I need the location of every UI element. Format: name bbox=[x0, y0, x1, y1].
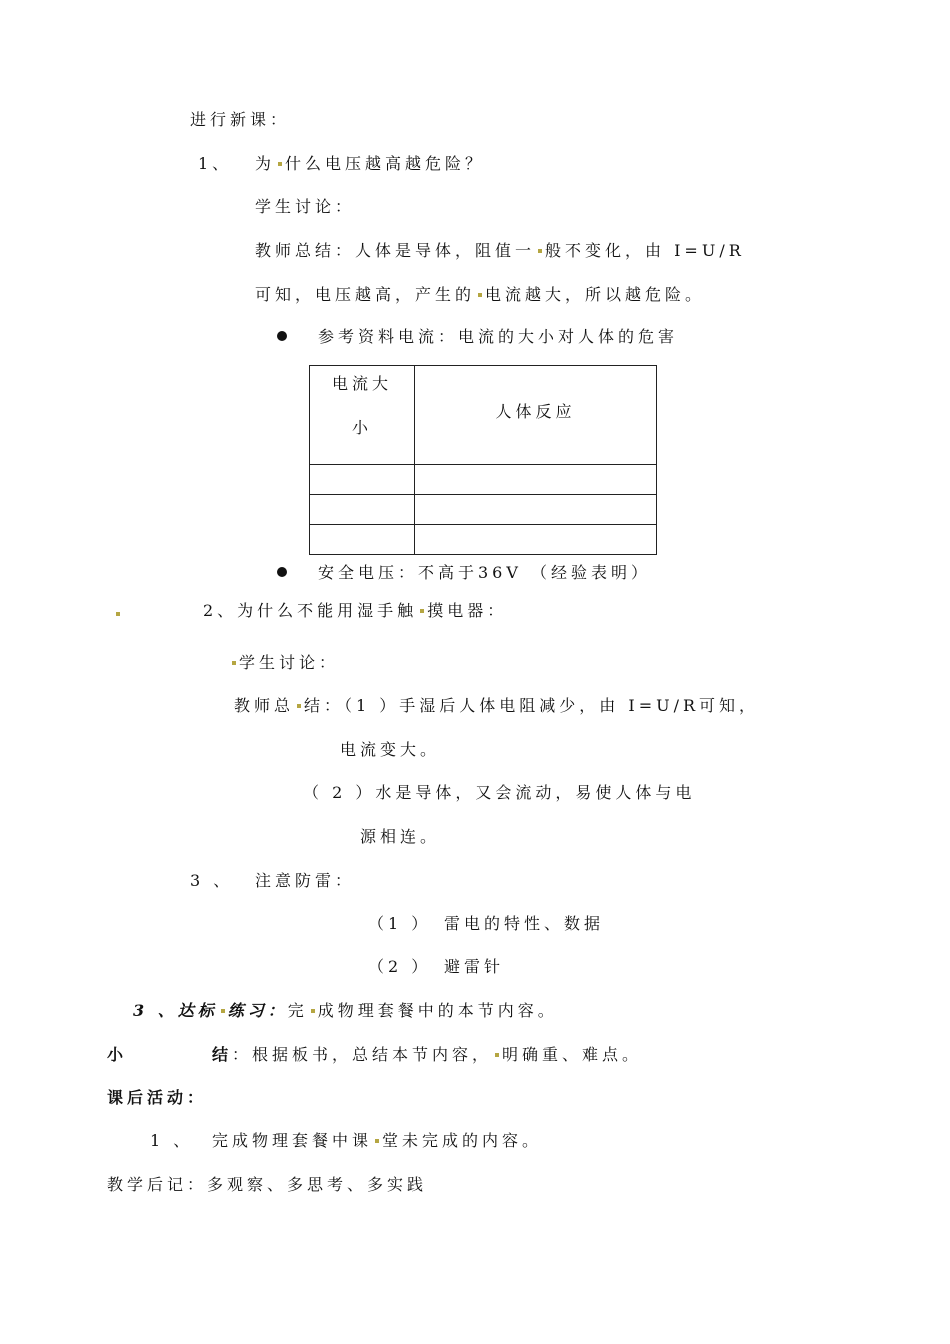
q1-summary-line1: 教师总结：人体是导体，阻值一 般不变化，由 I=U/R bbox=[255, 241, 745, 260]
table-header-current: 电流大 小 bbox=[310, 366, 415, 465]
summary-line: 结：根据板书，总结本节内容， 明确重、难点。 bbox=[212, 1045, 643, 1064]
after-class-item-number: 1 、 bbox=[150, 1131, 194, 1150]
mark-dot bbox=[375, 1139, 379, 1143]
mark-dot bbox=[420, 609, 424, 613]
q3-sub2: 避雷针 bbox=[444, 957, 505, 976]
current-effect-table bbox=[309, 365, 657, 555]
q1-number: 1、 bbox=[198, 154, 233, 173]
mark-dot bbox=[478, 293, 482, 297]
q3-title: 注意防雷： bbox=[255, 871, 356, 890]
summary-label-a: 小 bbox=[107, 1045, 128, 1064]
q2-discussion: 学生讨论： bbox=[229, 653, 339, 673]
q2-point2-line1: （ 2 ）水是导体，又会流动，易使人体与电 bbox=[303, 783, 696, 802]
q3-number: 3 、 bbox=[190, 871, 234, 890]
q2-summary-line2: 电流变大。 bbox=[340, 740, 441, 759]
mark-dot bbox=[538, 249, 542, 253]
mark-dot bbox=[221, 1009, 225, 1013]
mark-dot bbox=[297, 704, 301, 708]
table-row bbox=[310, 465, 657, 495]
q3-sub1: 雷电的特性、数据 bbox=[444, 914, 605, 933]
q2-point2-line2: 源相连。 bbox=[360, 827, 441, 846]
q2-summary-line1: 教师总 结：（1 ）手湿后人体电阻减少，由 I=U/R可知， bbox=[234, 696, 760, 715]
section-header: 进行新课： bbox=[190, 110, 291, 129]
q1-summary-line2: 可知，电压越高，产生的 电流越大，所以越危险。 bbox=[255, 285, 706, 304]
table-row bbox=[310, 525, 657, 555]
q3-sub2-number: （2 ） bbox=[368, 957, 432, 976]
table-header-reaction: 人体反应 bbox=[415, 366, 657, 465]
bullet-icon bbox=[277, 331, 287, 341]
q2-title: 2、为什么不能用湿手触 摸电器： bbox=[203, 601, 508, 620]
safe-voltage: 安全电压：不高于36V （经验表明） bbox=[318, 563, 652, 582]
mark-dot bbox=[232, 661, 236, 665]
after-class-item: 完成物理套餐中课 堂未完成的内容。 bbox=[212, 1131, 543, 1150]
table-row bbox=[310, 495, 657, 525]
q1-title: 为 什么电压越高越危险？ bbox=[255, 154, 486, 173]
q1-discussion: 学生讨论： bbox=[255, 197, 356, 216]
mark-dot bbox=[495, 1053, 499, 1057]
after-class-title: 课后活动： bbox=[107, 1088, 208, 1107]
reference-note: 参考资料电流：电流的大小对人体的危害 bbox=[318, 327, 679, 346]
teaching-reflection: 教学后记：多观察、多思考、多实践 bbox=[107, 1175, 428, 1194]
q3-sub1-number: （1 ） bbox=[368, 914, 432, 933]
mark-dot bbox=[311, 1009, 315, 1013]
mark-dot bbox=[116, 612, 120, 616]
mark-dot bbox=[278, 162, 282, 166]
practice-line: 3 、达标 练习：完 成物理套餐中的本节内容。 bbox=[133, 1001, 558, 1020]
bullet-icon bbox=[277, 567, 287, 577]
